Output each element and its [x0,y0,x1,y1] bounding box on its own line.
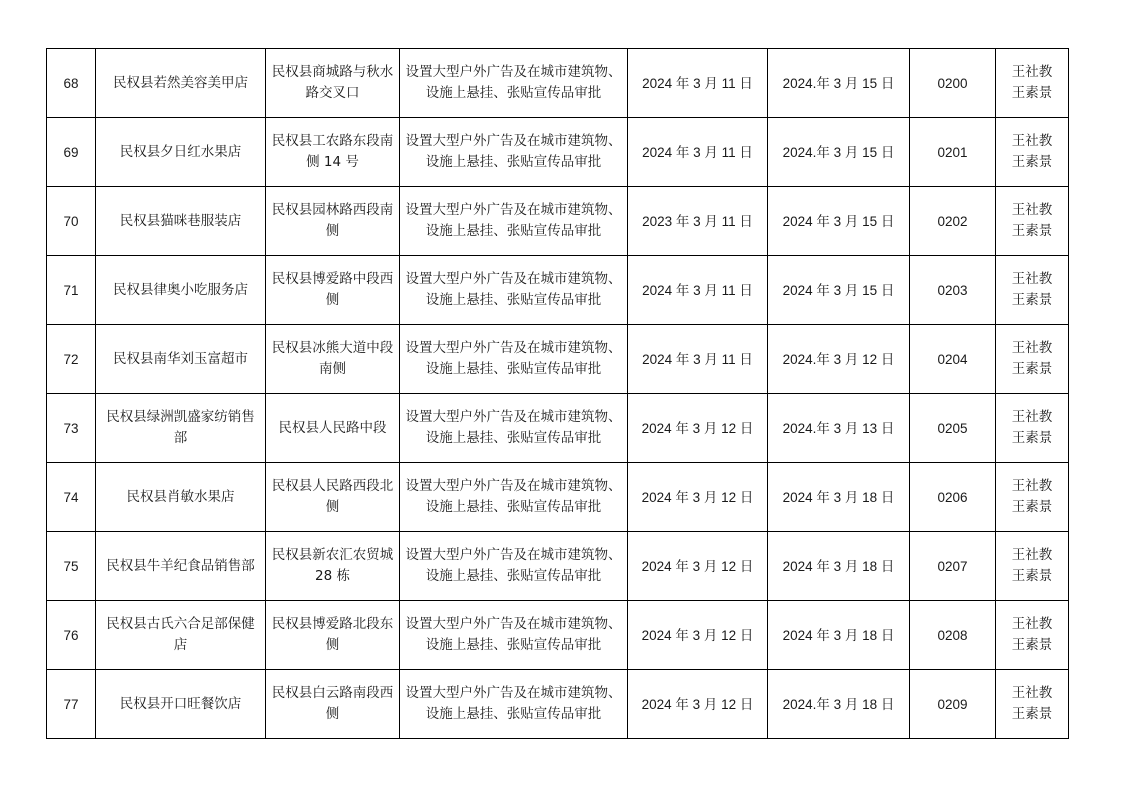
permit-code: 0207 [910,532,996,601]
staff-name: 王素景 [1011,154,1053,170]
approval-matter: 设置大型户外广告及在城市建筑物、设施上悬挂、张贴宣传品审批 [400,463,628,532]
decision-date: 2024.年 3 月 15 日 [768,118,910,187]
decision-date: 2024.年 3 月 15 日 [768,49,910,118]
staff-cell [996,256,1069,325]
staff-name: 王社教 [1011,202,1053,218]
business-address: 民权县白云路南段西侧 [266,670,400,739]
business-name: 民权县夕日红水果店 [96,118,266,187]
row-number: 70 [47,187,96,256]
permit-code: 0204 [910,325,996,394]
staff-name: 王素景 [1011,430,1053,446]
business-address: 民权县人民路中段 [266,394,400,463]
staff-name: 王素景 [1011,85,1053,101]
permit-table [46,48,1069,739]
accept-date: 2024 年 3 月 11 日 [628,256,768,325]
permit-code: 0202 [910,187,996,256]
business-name: 民权县开口旺餐饮店 [96,670,266,739]
approval-matter: 设置大型户外广告及在城市建筑物、设施上悬挂、张贴宣传品审批 [400,601,628,670]
staff-name: 王社教 [1011,478,1053,494]
table-row [47,187,1069,256]
accept-date: 2024 年 3 月 12 日 [628,394,768,463]
permit-code: 0203 [910,256,996,325]
decision-date: 2024.年 3 月 18 日 [768,670,910,739]
staff-name: 王素景 [1011,223,1053,239]
decision-date: 2024 年 3 月 18 日 [768,532,910,601]
table-row [47,325,1069,394]
table-row [47,532,1069,601]
decision-date: 2024.年 3 月 13 日 [768,394,910,463]
permit-code: 0209 [910,670,996,739]
staff-name: 王社教 [1011,409,1053,425]
staff-cell [996,49,1069,118]
approval-matter: 设置大型户外广告及在城市建筑物、设施上悬挂、张贴宣传品审批 [400,118,628,187]
row-number: 69 [47,118,96,187]
staff-name: 王社教 [1011,616,1053,632]
business-name: 民权县牛羊纪食品销售部 [96,532,266,601]
decision-date: 2024 年 3 月 15 日 [768,256,910,325]
staff-name: 王社教 [1011,685,1053,701]
row-number: 74 [47,463,96,532]
business-address: 民权县新农汇农贸城 28 栋 [266,532,400,601]
permit-code: 0200 [910,49,996,118]
approval-matter: 设置大型户外广告及在城市建筑物、设施上悬挂、张贴宣传品审批 [400,670,628,739]
row-number: 75 [47,532,96,601]
permit-code: 0206 [910,463,996,532]
staff-cell [996,670,1069,739]
staff-name: 王社教 [1011,547,1053,563]
staff-cell [996,118,1069,187]
accept-date: 2024 年 3 月 12 日 [628,670,768,739]
row-number: 71 [47,256,96,325]
staff-name: 王素景 [1011,568,1053,584]
staff-name: 王素景 [1011,499,1053,515]
accept-date: 2024 年 3 月 12 日 [628,463,768,532]
accept-date: 2023 年 3 月 11 日 [628,187,768,256]
approval-matter: 设置大型户外广告及在城市建筑物、设施上悬挂、张贴宣传品审批 [400,325,628,394]
decision-date: 2024 年 3 月 18 日 [768,601,910,670]
table-row [47,394,1069,463]
staff-name: 王社教 [1011,271,1053,287]
decision-date: 2024.年 3 月 12 日 [768,325,910,394]
table-row [47,118,1069,187]
staff-name: 王素景 [1011,706,1053,722]
staff-cell [996,463,1069,532]
permit-code: 0208 [910,601,996,670]
business-address: 民权县人民路西段北侧 [266,463,400,532]
decision-date: 2024 年 3 月 18 日 [768,463,910,532]
business-name: 民权县猫咪巷服装店 [96,187,266,256]
approval-matter: 设置大型户外广告及在城市建筑物、设施上悬挂、张贴宣传品审批 [400,187,628,256]
staff-name: 王社教 [1011,133,1053,149]
table-body [47,49,1069,739]
business-address: 民权县博爱路中段西侧 [266,256,400,325]
staff-cell [996,532,1069,601]
permit-code: 0201 [910,118,996,187]
business-address: 民权县园林路西段南侧 [266,187,400,256]
accept-date: 2024 年 3 月 11 日 [628,118,768,187]
approval-matter: 设置大型户外广告及在城市建筑物、设施上悬挂、张贴宣传品审批 [400,49,628,118]
approval-matter: 设置大型户外广告及在城市建筑物、设施上悬挂、张贴宣传品审批 [400,532,628,601]
approval-matter: 设置大型户外广告及在城市建筑物、设施上悬挂、张贴宣传品审批 [400,394,628,463]
staff-name: 王社教 [1011,64,1053,80]
row-number: 73 [47,394,96,463]
business-name: 民权县肖敏水果店 [96,463,266,532]
accept-date: 2024 年 3 月 11 日 [628,49,768,118]
row-number: 72 [47,325,96,394]
table-row [47,256,1069,325]
row-number: 68 [47,49,96,118]
business-name: 民权县南华刘玉富超市 [96,325,266,394]
accept-date: 2024 年 3 月 12 日 [628,532,768,601]
business-address: 民权县冰熊大道中段南侧 [266,325,400,394]
staff-cell [996,394,1069,463]
staff-name: 王素景 [1011,637,1053,653]
business-address: 民权县博爱路北段东侧 [266,601,400,670]
business-address: 民权县工农路东段南侧 14 号 [266,118,400,187]
business-address: 民权县商城路与秋水路交叉口 [266,49,400,118]
business-name: 民权县若然美容美甲店 [96,49,266,118]
staff-cell [996,187,1069,256]
staff-name: 王素景 [1011,361,1053,377]
business-name: 民权县古氏六合足部保健店 [96,601,266,670]
staff-cell [996,325,1069,394]
permit-code: 0205 [910,394,996,463]
table-row [47,49,1069,118]
table-row [47,670,1069,739]
staff-name: 王社教 [1011,340,1053,356]
business-name: 民权县绿洲凯盛家纺销售部 [96,394,266,463]
row-number: 77 [47,670,96,739]
staff-name: 王素景 [1011,292,1053,308]
accept-date: 2024 年 3 月 12 日 [628,601,768,670]
table-row [47,601,1069,670]
business-name: 民权县律奥小吃服务店 [96,256,266,325]
table-row [47,463,1069,532]
row-number: 76 [47,601,96,670]
staff-cell [996,601,1069,670]
accept-date: 2024 年 3 月 11 日 [628,325,768,394]
decision-date: 2024 年 3 月 15 日 [768,187,910,256]
approval-matter: 设置大型户外广告及在城市建筑物、设施上悬挂、张贴宣传品审批 [400,256,628,325]
